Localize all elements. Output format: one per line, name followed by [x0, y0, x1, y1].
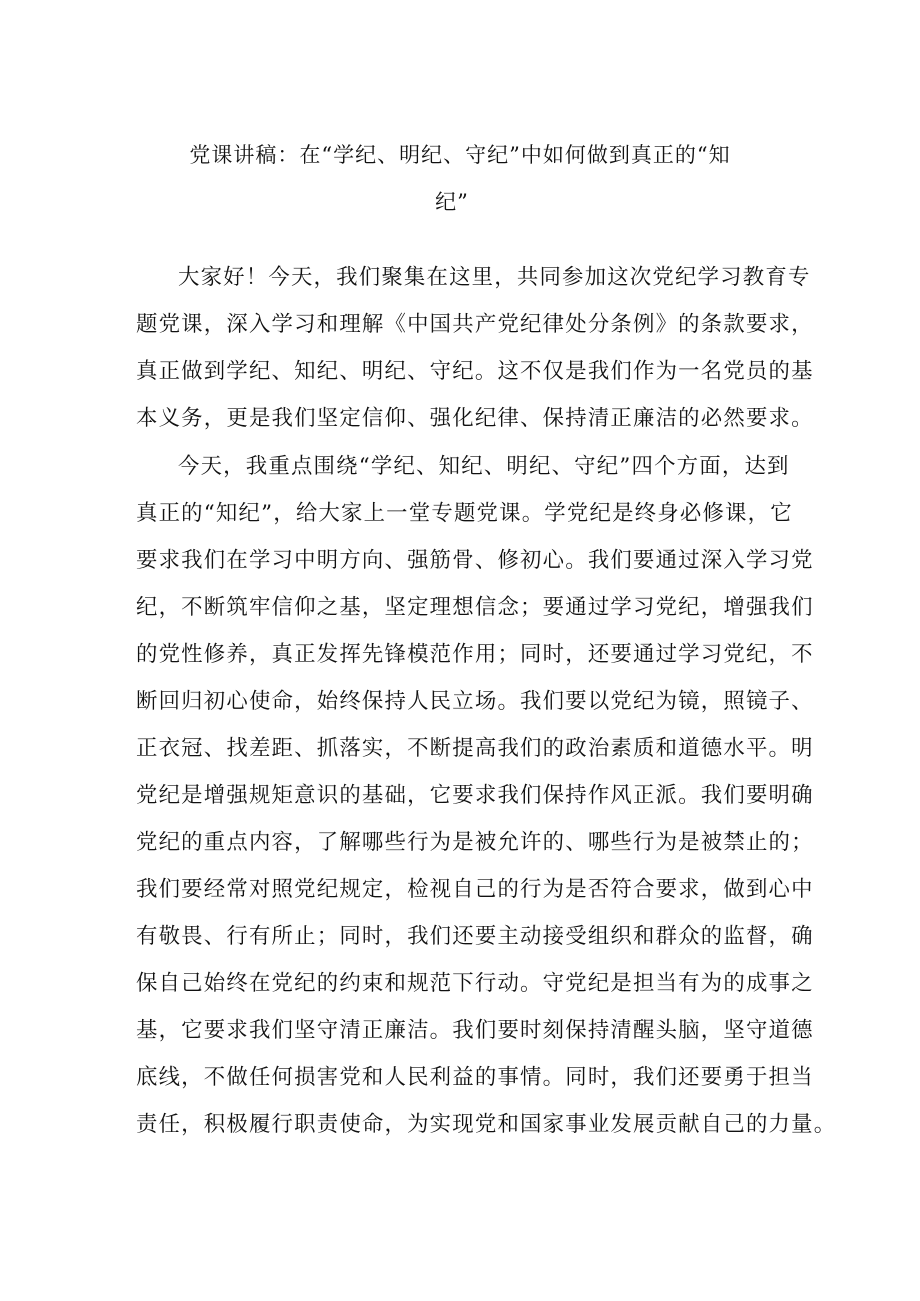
paragraph-2-line-9: 党纪的重点内容，了解哪些行为是被允许的、哪些行为是被禁止的；	[136, 830, 814, 855]
paragraph-2-line-8: 党纪是增强规矩意识的基础，它要求我们保持作风正派。我们要明确	[136, 783, 814, 808]
paragraph-2-line-6: 断回归初心使命，始终保持人民立场。我们要以党纪为镜，照镜子、	[136, 689, 814, 714]
paragraph-2-line-12: 保自己始终在党纪的约束和规范下行动。守党纪是担当有为的成事之	[136, 971, 814, 996]
paragraph-1-line-1: 大家好！今天，我们聚集在这里，共同参加这次党纪学习教育专	[178, 265, 811, 290]
paragraph-2-line-11: 有敬畏、行有所止；同时，我们还要主动接受组织和群众的监督，确	[136, 924, 814, 949]
paragraph-2-line-5: 的党性修养，真正发挥先锋模范作用；同时，还要通过学习党纪，不	[136, 642, 814, 667]
document-title-line-1: 党课讲稿：在“学纪、明纪、守纪”中如何做到真正的“知	[189, 143, 731, 167]
paragraph-1-line-4: 本义务，更是我们坚定信仰、强化纪律、保持清正廉洁的必然要求。	[136, 406, 814, 431]
paragraph-2-line-1: 今天，我重点围绕“学纪、知纪、明纪、守纪”四个方面，达到	[178, 454, 790, 479]
paragraph-2-line-7: 正衣冠、找差距、抓落实，不断提高我们的政治素质和道德水平。明	[136, 736, 814, 761]
paragraph-2-line-15: 责任，积极履行职责使命，为实现党和国家事业发展贡献自己的力量。	[136, 1112, 837, 1137]
paragraph-2-line-2: 真正的“知纪”，给大家上一堂专题党课。学党纪是终身必修课，它	[136, 501, 793, 526]
paragraph-2-line-14: 底线，不做任何损害党和人民利益的事情。同时，我们还要勇于担当	[136, 1065, 814, 1090]
paragraph-1-line-2: 题党课，深入学习和理解《中国共产党纪律处分条例》的条款要求，	[136, 312, 814, 337]
document-title-line-2: 纪”	[435, 190, 469, 214]
paragraph-2-line-3: 要求我们在学习中明方向、强筋骨、修初心。我们要通过深入学习党	[136, 548, 814, 573]
paragraph-2-line-10: 我们要经常对照党纪规定，检视自己的行为是否符合要求，做到心中	[136, 877, 814, 902]
paragraph-2-line-13: 基，它要求我们坚守清正廉洁。我们要时刻保持清醒头脑，坚守道德	[136, 1018, 814, 1043]
paragraph-1-line-3: 真正做到学纪、知纪、明纪、守纪。这不仅是我们作为一名党员的基	[136, 359, 814, 384]
paragraph-2-line-4: 纪，不断筑牢信仰之基，坚定理想信念；要通过学习党纪，增强我们	[136, 595, 814, 620]
